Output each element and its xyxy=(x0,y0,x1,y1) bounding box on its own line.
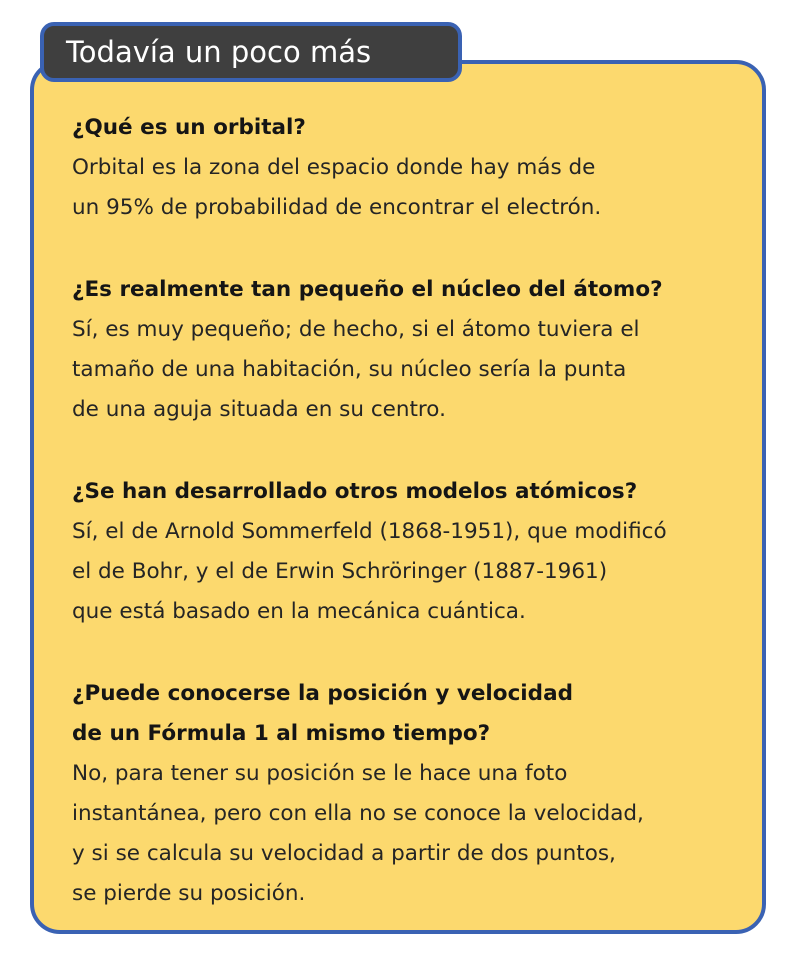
answer-line: Orbital es la zona del espacio donde hay más de xyxy=(72,155,596,180)
qa-content xyxy=(72,108,752,914)
qa-item-orbital xyxy=(72,108,752,228)
question-line: ¿Se han desarrollado otros modelos atómicos? xyxy=(72,479,638,504)
answer-line: Sí, el de Arnold Sommerfeld (1868-1951), que modificó xyxy=(72,519,667,544)
answer-line: que está basado en la mecánica cuántica. xyxy=(72,599,526,624)
answer-line: y si se calcula su velocidad a partir de dos puntos, xyxy=(72,841,616,866)
qa-item-models xyxy=(72,472,752,632)
answer-line: No, para tener su posición se le hace una foto xyxy=(72,761,568,786)
answer-line: instantánea, pero con ella no se conoce la velocidad, xyxy=(72,801,644,826)
answer-line: tamaño de una habitación, su núcleo sería la punta xyxy=(72,357,627,382)
box-title: Todavía un poco más xyxy=(40,22,462,82)
answer-line: el de Bohr, y el de Erwin Schröringer (1887-1961) xyxy=(72,559,608,584)
answer-line: un 95% de probabilidad de encontrar el electrón. xyxy=(72,195,602,220)
answer-line: se pierde su posición. xyxy=(72,881,306,906)
qa-item-nucleus xyxy=(72,270,752,430)
question-line: ¿Qué es un orbital? xyxy=(72,115,306,140)
question-line: ¿Puede conocerse la posición y velocidad xyxy=(72,681,573,706)
answer-line: de una aguja situada en su centro. xyxy=(72,397,446,422)
question-line: ¿Es realmente tan pequeño el núcleo del átomo? xyxy=(72,277,663,302)
answer-line: Sí, es muy pequeño; de hecho, si el átomo tuviera el xyxy=(72,317,640,342)
qa-item-formula1 xyxy=(72,674,752,914)
question-line: de un Fórmula 1 al mismo tiempo? xyxy=(72,721,491,746)
